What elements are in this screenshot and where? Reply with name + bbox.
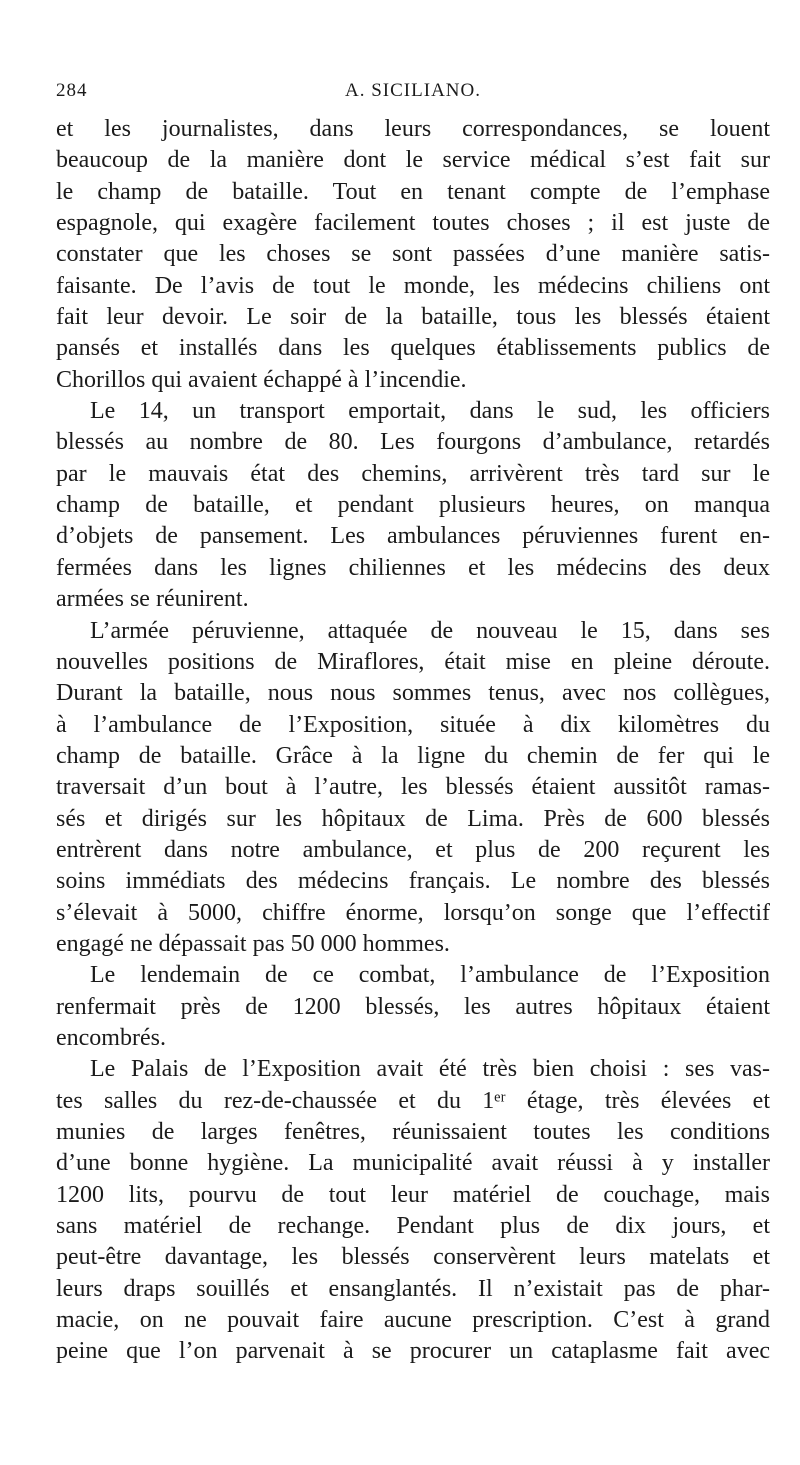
text-line: soins immédiats des médecins français. Le nombre des blessés <box>56 868 770 895</box>
text-line: par le mauvais état des chemins, arrivèrent très tard sur le <box>56 460 770 487</box>
text-line: le champ de bataille. Tout en tenant compte de l’emphase <box>56 178 770 205</box>
text-line: fait leur devoir. Le soir de la bataille, tous les blessés étaient <box>56 304 770 331</box>
text-line: pansés et installés dans les quelques établissements publics de <box>56 335 770 362</box>
text-line: beaucoup de la manière dont le service médical s’est fait sur <box>56 147 770 174</box>
text-line: Durant la bataille, nous nous sommes tenus, avec nos collègues, <box>56 680 770 707</box>
text-line: d’une bonne hygiène. La municipalité avait réussi à y installer <box>56 1150 770 1177</box>
text-line: champ de bataille, et pendant plusieurs heures, on manqua <box>56 492 770 519</box>
text-line: peine que l’on parvenait à se procurer un cataplasme fait avec <box>56 1338 770 1365</box>
text-line: tes salles du rez-de-chaussée et du 1ᵉʳ étage, très élevées et <box>56 1087 770 1114</box>
text-line: blessés au nombre de 80. Les fourgons d’ambulance, retardés <box>56 429 770 456</box>
text-line: peut-être davantage, les blessés conservèrent leurs matelats et <box>56 1244 770 1271</box>
page-header <box>56 80 770 110</box>
text-line: champ de bataille. Grâce à la ligne du chemin de fer qui le <box>56 742 770 769</box>
text-line: sés et dirigés sur les hôpitaux de Lima. Près de 600 blessés <box>56 805 770 832</box>
text-line: faisante. De l’avis de tout le monde, les médecins chiliens ont <box>56 272 770 299</box>
text-line: à l’ambulance de l’Exposition, située à dix kilomètres du <box>56 711 770 738</box>
text-line: et les journalistes, dans leurs correspondances, se louent <box>56 116 770 142</box>
text-line: nouvelles positions de Miraflores, était mise en pleine déroute. <box>56 648 770 675</box>
text-line: traversait d’un bout à l’autre, les blessés étaient aussitôt ramas- <box>56 774 770 801</box>
text-line: 1200 lits, pourvu de tout leur matériel de couchage, mais <box>56 1181 770 1208</box>
body-text <box>56 114 770 1368</box>
text-line: Le Palais de l’Exposition avait été très bien choisi : ses vas- <box>90 1056 770 1083</box>
text-line: encombrés. <box>56 1024 166 1051</box>
text-line: engagé ne dépassait pas 50 000 hommes. <box>56 930 450 957</box>
text-line: leurs draps souillés et ensanglantés. Il n’existait pas de phar- <box>56 1275 770 1302</box>
text-line: sans matériel de rechange. Pendant plus de dix jours, et <box>56 1213 770 1240</box>
text-line: L’armée péruvienne, attaquée de nouveau le 15, dans ses <box>90 617 770 644</box>
text-line: Chorillos qui avaient échappé à l’incendie. <box>56 366 467 393</box>
text-line: Le 14, un transport emportait, dans le sud, les officiers <box>90 398 770 425</box>
text-line: fermées dans les lignes chiliennes et les médecins des deux <box>56 554 770 581</box>
text-line: constater que les choses se sont passées d’une manière satis- <box>56 241 770 268</box>
text-line: munies de larges fenêtres, réunissaient toutes les conditions <box>56 1119 770 1145</box>
page-number: 284 <box>56 80 88 101</box>
text-line: espagnole, qui exagère facilement toutes choses ; il est juste de <box>56 210 770 237</box>
text-line: entrèrent dans notre ambulance, et plus de 200 reçurent les <box>56 836 770 863</box>
text-line: armées se réunirent. <box>56 586 249 613</box>
text-line: Le lendemain de ce combat, l’ambulance de l’Exposition <box>90 962 770 989</box>
running-title: A. SICILIANO. <box>345 80 481 101</box>
text-line: s’élevait à 5000, chiffre énorme, lorsqu’on songe que l’effectif <box>56 899 770 926</box>
text-line: macie, on ne pouvait faire aucune prescription. C’est à grand <box>56 1307 770 1334</box>
text-line: renfermait près de 1200 blessés, les autres hôpitaux étaient <box>56 993 770 1020</box>
text-line: d’objets de pansement. Les ambulances péruviennes furent en- <box>56 523 770 550</box>
